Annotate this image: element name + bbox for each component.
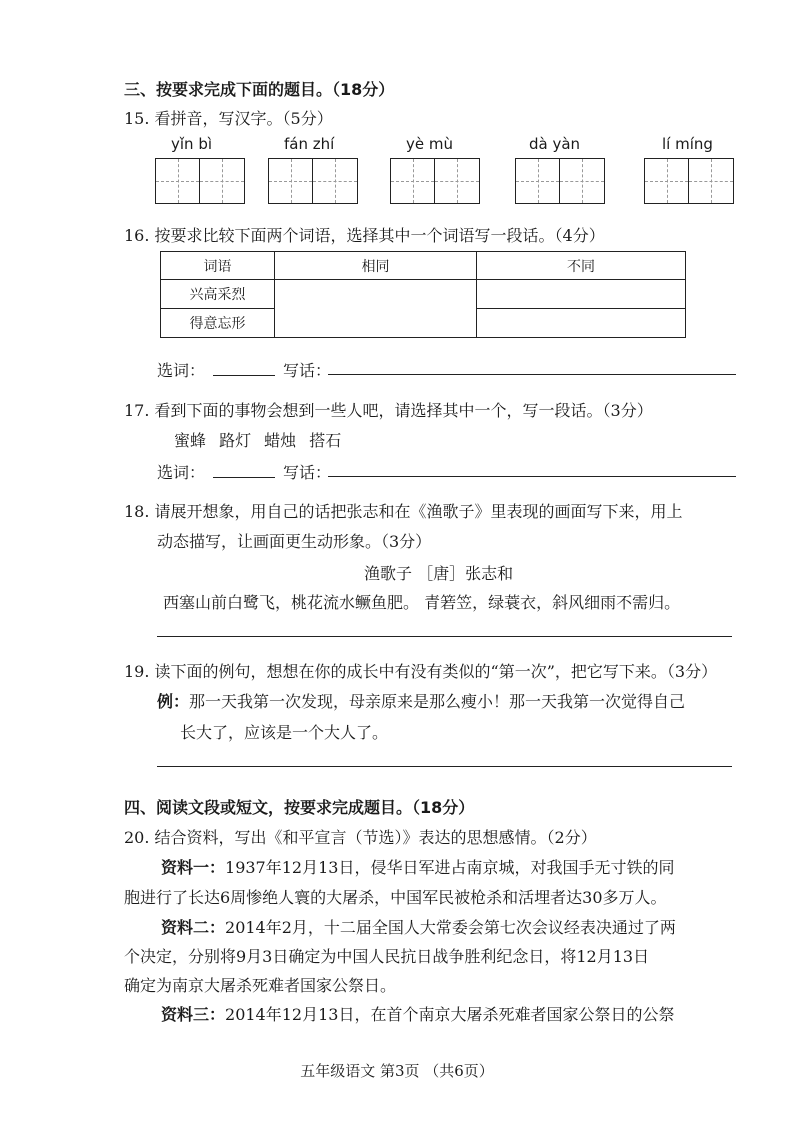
material-label: 资料三： [161,1005,226,1024]
same-answer-cell[interactable] [275,280,477,338]
q19-example-line2: 长大了，应该是一个大人了。 [180,723,389,742]
material-2-line3: 确定为南京大屠杀死难者国家公祭日。 [124,976,397,995]
choose-label: 选词： [157,463,206,482]
table-header: 不同 [477,252,686,280]
comparison-table [160,251,686,338]
table-header: 词语 [161,252,275,280]
write-label: 写话： [283,463,332,482]
q20-title: 20. 结合资料，写出《和平宣言（节选）》表达的思想感情。（2分） [124,828,597,847]
pinyin-label: lí míng [662,135,713,153]
writing-grid[interactable] [644,158,734,204]
q16-answer-line [157,358,331,381]
pinyin-label: yǐn bì [171,135,213,153]
writing-grid[interactable] [515,158,605,204]
material-text: 2014年2月，十二届全国人大常委会第七次会议经表决通过了两 [225,918,676,937]
q18-title-line2: 动态描写，让画面更生动形象。（3分） [157,532,432,551]
writing-grid[interactable] [268,158,358,204]
choose-label: 选词： [157,361,206,380]
q17-answer-line [157,460,331,483]
poem-text: 西塞山前白鹭飞，桃花流水鳜鱼肥。 青箬笠，绿蓑衣，斜风细雨不需归。 [163,593,681,612]
material-1-line1 [161,855,674,878]
q19-title: 19. 读下面的例句，想想在你的成长中有没有类似的“第一次”，把它写下来。（3分） [124,662,718,681]
write-line[interactable] [328,476,736,477]
table-row-word: 兴高采烈 [161,280,275,309]
pinyin-label: fán zhí [284,135,335,153]
answer-line[interactable] [157,636,732,637]
writing-grid[interactable] [155,158,245,204]
q16-title: 16. 按要求比较下面两个词语，选择其中一个词语写一段话。（4分） [124,226,605,245]
material-text: 2014年12月13日，在首个南京大屠杀死难者国家公祭日的公祭 [225,1005,675,1024]
write-label: 写话： [283,361,332,380]
write-line[interactable] [328,374,736,375]
example-label: 例： [157,692,190,711]
material-text: 1937年12月13日，侵华日军进占南京城，对我国手无寸铁的同 [225,858,675,877]
answer-line[interactable] [157,766,732,767]
diff-answer-cell[interactable] [477,280,686,309]
writing-grid[interactable] [390,158,480,204]
pinyin-label: yè mù [406,135,453,153]
choose-blank[interactable] [213,361,275,376]
q17-items: 蜜蜂 路灯 蜡烛 搭石 [174,431,342,450]
poem-title: 渔歌子 ［唐］张志和 [364,564,514,583]
material-2-line2: 个决定，分别将9月3日确定为中国人民抗日战争胜利纪念日，将12月13日 [124,947,650,966]
diff-answer-cell[interactable] [477,309,686,338]
section-4-title: 四、阅读文段或短文，按要求完成题目。（18分） [124,798,475,817]
material-2-line1 [161,915,676,938]
table-row-word: 得意忘形 [161,309,275,338]
material-1-line2: 胞进行了长达6周惨绝人寰的大屠杀，中国军民被枪杀和活埋者达30多万人。 [124,888,667,907]
pinyin-label: dà yàn [529,135,581,153]
page-footer: 五年级语文 第3页 （共6页） [300,1062,494,1080]
table-header: 相同 [275,252,477,280]
q18-title-line1: 18. 请展开想象，用自己的话把张志和在《渔歌子》里表现的画面写下来，用上 [124,502,683,521]
material-3-line1 [161,1002,674,1025]
q19-example-line1 [157,689,685,712]
q17-title: 17. 看到下面的事物会想到一些人吧，请选择其中一个，写一段话。（3分） [124,401,653,420]
material-label: 资料二： [161,918,226,937]
choose-blank[interactable] [213,463,275,478]
q15-title: 15. 看拼音，写汉字。（5分） [124,109,333,128]
example-text: 那一天我第一次发现，母亲原来是那么瘦小！那一天我第一次觉得自己 [189,692,686,711]
section-3-title: 三、按要求完成下面的题目。（18分） [124,80,395,99]
material-label: 资料一： [161,858,226,877]
